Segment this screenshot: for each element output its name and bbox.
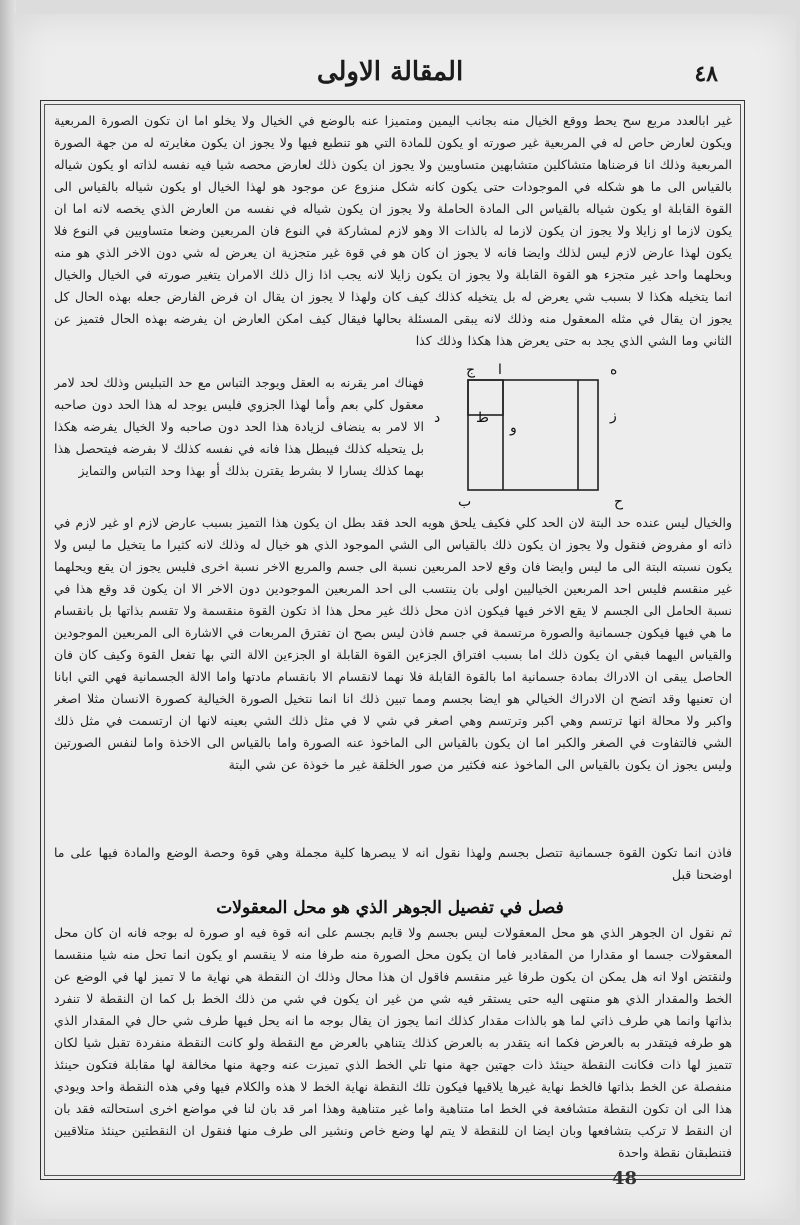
diagram-label-top-mid: ا xyxy=(498,362,502,378)
diagram-label-mid-right: ز xyxy=(610,408,617,424)
diagram-label-mid: و xyxy=(510,420,517,436)
paragraph-5: ثم نقول ان الجوهر الذي هو محل المعقولات ليس بجسم ولا قايم بجسم على انه قوة فيه او صورة له بوجه فانه ان كان محل المعقولات جسما او مقدارا من المقادير فاما ان يكون محل الصورة منه طرفا منه لا ينقسم او يكون انما تحل منه شيا منقسما ولنقتض اولا انه هل يمكن ان يكون طرفا غير منقسم فاقول ان هذا محال وذلك ان النقطة هي نهاية ما لا تميز لها في الوضع عن الخط والمقدار الذي هو منتهى اليه حتى يستقر فيه شي من غير ان يكون في شي من ذلك الخط بل كما ان النقطة لا تنفرد بذاتها وانما هي طرف ذاتي لما هو بالذات مقدار كذلك انما يجوز ان يقال بوجه ما انه يحل فيها طرف شي حال في المقدار الذي هو طرفه فيتقدر به بالعرض فكما انه يتقدر به بالعرض كذلك يتناهي بالعرض مع النقطة ولو كانت النقطة منفردة تقبل شيا لكان تتميز لها ذات فكانت النقطة حينئذ ذات جهتين جهة منها تلي الخط الذي تميزت عنه وجهة منها مخالفة لها مقابلة فتكون حينئذ منفصلة عن الخط بذاتها فالخط نهاية غيرها يلاقيها فيكون تلك النقطة نهاية الخط لا هذه والكلام فيها وفي هذه النقطة واحد ويودي هذا الى ان تكون النقطة متشافعة في الخط اما متناهية واما غير متناهية وهذا امر قد بان لنا في مواضع اخرى استحالته فقد بان ان النقط لا تركب بتشافعها وبان ايضا ان للنقطة لا يتم لها وضع خاص ونشير الى طرف منها فنقول ان النقطتين حينئذ متلاقيين فتنطبقان نقطة واحدة xyxy=(54,925,732,1160)
geometric-diagram xyxy=(428,360,638,510)
page-header xyxy=(40,55,740,99)
paragraph-4: فاذن انما تكون القوة جسمانية تتصل بجسم ولهذا نقول انه لا يبصرها كلية مجملة وهي قوة وحصة الوضع والمادة فيها على ما اوضحنا قبل xyxy=(54,845,732,882)
diagram-label-mid-left: د xyxy=(434,410,441,426)
diagram-label-bottom-right: ح xyxy=(614,494,624,510)
paragraph-3: والخيال ليس عنده حد البتة لان الحد كلي فكيف يلحق هويه الحد فقد بطل ان يكون هذا التميز بسبب عارض لازم او غير لازم في ذاته او مفروض فنقول ولا يجوز ان يكون ذلك بالقياس الى الشي الموجود الذي هو خيال له وذلك لانه كثيرا ما يتخيل ما ليس ولا يكون نسبته البتة الى ما ليس وايضا فان وقع لاحد المربعين نسبة الى جسم والمربع الاخر نسبة اخرى فليس يجوز ان يقع ويحلهما غير منقسم فليس احد المربعين الخياليين اولى بان ينتسب الى احد المربعين الموجودين دون الاخر الا ان يكون قد وقع هذا في نسبة الحامل الى الجسم لا يقع الاخر فيها فيكون اذن محل ذلك غير محل هذا اذ تكون القوة منقسمة ولا تقسم بذاتها بل بانقسام ما هي فيها فيكون جسمانية والصورة مرتسمة في جسم فاذن ليس بصح ان تفترق المربعات في الاشارة الى المربعين الموجودين والقياس اليهما فبقي ان يكون ذلك اما بسبب افتراق الجزءين القوة القابلة او الجزءين الالة التي بها تفعل القوة وكيف كان فان الحاصل يبقى ان الادراك بمادة جسمانية اما بالقوة القابلة فلا نهما لانقسام الا بانقسام مادتها واما الالة الجسمانية فهي التي ابانا ان تعنيها وقد اتضح ان الادراك الخيالي هو ايضا بجسم ومما تبين ذلك انا انما نتخيل الصورة الخيالية كصورة الانسان مثلا اصغر واكبر ولا محالة انها ترتسم وهي اكبر وترتسم وهي اصغر في شي لا في مثل ذلك الشي بعينه لانها ان ارتسمت في مثل ذلك الشي فالتفاوت في الصغر والكبر اما ان يكون بالقياس الى الماخوذ عنه الصورة واما بالقياس الى الاخذة واما لنفس الصورتين وليس يجوز ان يكون بالقياس الى الماخوذ عنه فكثير من صور الخلقة غير ما خوذة عن شي البتة xyxy=(54,515,732,772)
diagram-label-top-left: ج xyxy=(466,362,476,378)
running-title: المقالة الاولى xyxy=(316,57,464,87)
paragraph-1: غير ابالعدد مربع سح يحط ووقع الخيال منه بجانب اليمين ومتميزا عنه بالوضع في الخيال ولا يخلو اما ان تكون الصورة المربعية ويكون لعارض حاص له في المربعية غير صورته او يكون للمادة التي هو تنطبع فيها ولا يجوز ان يكون مغايرته له من جهة الصورة المربعية وذلك انا فرضناها متشاكلين متشابهين متساويين ولا يجوز ان يكون ذلك لعارض محصه شيا فيه نفسه لذاته او يكون شياله بالقياس الى ما هو شكله في الموجودات حتى يكون كانه شكل منزوع عن موجود هو لهذا الخيال او يكون شياله بالقياس الى القوة القابلة او يكون شياله بالقياس الى المادة الحاملة ولا يجوز ان يكون شياله في نفسه من العارض الذي يخصه لانه اما ان يكون لازما او زايلا ولا يجوز ان يكون لازما له بالذات الا وهو لازم لمشاركة في النوع فان المربعين وضعا متساويين في النوع فلا يكون لهذا عارض لازم ليس لذلك وايضا فانه لا يجوز ان كان هو في قوة غير متجزية ان يعرض له شي دون الاخر الذي هو منه وبحلهما واحد غير متجزء هو القوة القابلة ولا يجوز ان يكون زايلا لانه يجب اذا زال ذلك الامران يتغير صورته في الخيال والخيال انما يتخيله هكذا لا بسبب شي يعرض له بل يتخيله كذلك كيف كان ولهذا لا يجوز ان يقال ان فرض الفارض جعله بهذه الحال كل يجوز ان يقال في مثله المعقول منه وذلك لانه يبقى المسئلة بحالها فيقال كيف امكن العارض ان يفرضه بهذه الحال فتميز عن الثاني وما الشي الذي يجد به حتى يعرض هذا هكذا وذلك كذا xyxy=(54,113,732,348)
page-number-top: ٤٨ xyxy=(694,61,718,87)
diagram-label-top-right: ه xyxy=(610,362,618,378)
page-number-bottom: 48 xyxy=(612,1168,638,1189)
diagram-label-center: ط xyxy=(476,410,489,426)
section-heading: فصل في تفصيل الجوهر الذي هو محل المعقولات xyxy=(216,898,564,918)
paragraph-2: فهناك امر يقرنه به العقل ويوجد التباس مع حد التبليس وذلك لحد لامر معقول كلي بعم وأما لهذا الجزوي فليس يوجد له هذا الحد دون صاحبه الا لامر به ينضاف لزيادة هذا الحد دون صاحبه ولا الخيال يفرضه هكذا بل يتحيله كذلك فيبطل هذا فانه في نفسه كذلك لا بفرضه فيتحصل هذا بهما كذلك يسارا لا بشرط يقترن بذلك أو بهذا وحد التباس والتمايز xyxy=(54,375,424,478)
diagram-label-bottom-left: ب xyxy=(458,494,472,510)
